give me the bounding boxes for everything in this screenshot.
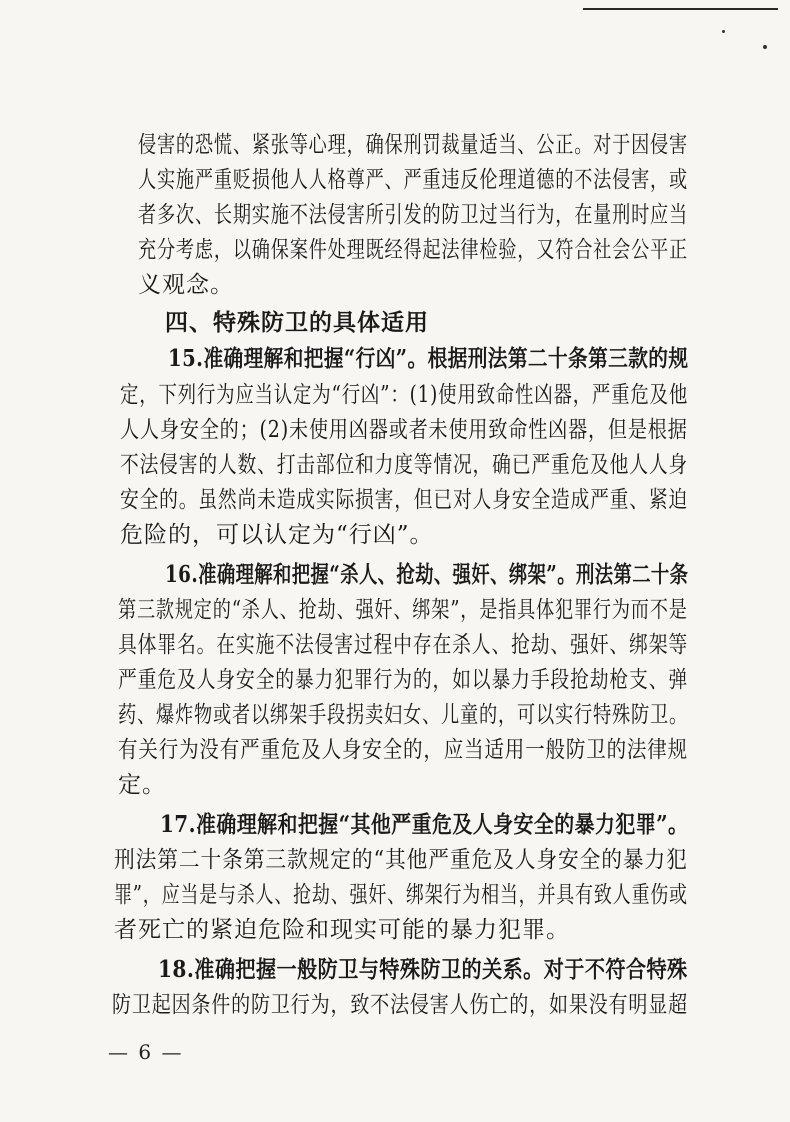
text-line: 安全的。虽然尚未造成实际损害，但已对人身安全造成严重、紧迫 [120, 487, 689, 513]
text-line: 刑法第二十条第三款规定的“其他严重危及人身安全的暴力犯 [114, 847, 688, 873]
scan-speck [722, 30, 725, 33]
text-line: 防卫起因条件的防卫行为，致不法侵害人伤亡的，如果没有明显超 [112, 992, 689, 1018]
clause-18-heading: 18.准确把握一般防卫与特殊防卫的关系。对于不符合特殊 [158, 956, 688, 983]
text-line: 侵害的恐慌、紧张等心理，确保刑罚裁量适当、公正。对于因侵害 [138, 132, 688, 158]
text-line: 有关行为没有严重危及人身安全的，应当适用一般防卫的法律规 [118, 737, 688, 763]
clause-15-heading: 15.准确理解和把握“行凶”。根据刑法第二十条第三款的规 [168, 345, 689, 372]
text-line: 人实施严重贬损他人人格尊严、严重违反伦理道德的不法侵害，或 [138, 167, 688, 193]
text-line: 罪”，应当是与杀人、抢劫、强奸、绑架行为相当，并具有致人重伤或 [114, 882, 688, 908]
text-line: 第三款规定的“杀人、抢劫、强奸、绑架”，是指具体犯罪行为而不是 [118, 597, 688, 623]
text-line: 者多次、长期实施不法侵害所引发的防卫过当行为，在量刑时应当 [138, 202, 688, 228]
text-line: 严重危及人身安全的暴力犯罪行为的，如以暴力手段抢劫枪支、弹 [118, 667, 689, 693]
text-line: 义观念。 [138, 272, 234, 298]
text-line: 充分考虑，以确保案件处理既经得起法律检验，又符合社会公平正 [138, 237, 688, 263]
scan-speck [763, 45, 767, 49]
text-line: 定。 [118, 772, 166, 798]
text-line: 定，下列行为应当认定为“行凶”：(1)使用致命性凶器，严重危及他 [120, 382, 689, 408]
clause-17-heading: 17.准确理解和把握“其他严重危及人身安全的暴力犯罪”。 [160, 811, 689, 838]
text-line: 危险的，可以认定为“行凶”。 [120, 522, 434, 548]
text-line: 者死亡的紧迫危险和现实可能的暴力犯罪。 [114, 917, 570, 943]
clause-16-heading: 16.准确理解和把握“杀人、抢劫、强奸、绑架”。刑法第二十条 [165, 561, 689, 588]
text-line: 具体罪名。在实施不法侵害过程中存在杀人、抢劫、强奸、绑架等 [118, 632, 689, 658]
text-line: 人人身安全的；(2)未使用凶器或者未使用致命性凶器，但是根据 [120, 417, 688, 443]
text-line: 药、爆炸物或者以绑架手段拐卖妇女、儿童的，可以实行特殊防卫。 [118, 702, 689, 728]
top-rule [583, 8, 778, 10]
text-line: 不法侵害的人数、打击部位和力度等情况，确已严重危及他人人身 [120, 452, 689, 478]
section-heading: 四、特殊防卫的具体适用 [165, 309, 429, 336]
page-number: — 6 — [108, 1040, 184, 1064]
